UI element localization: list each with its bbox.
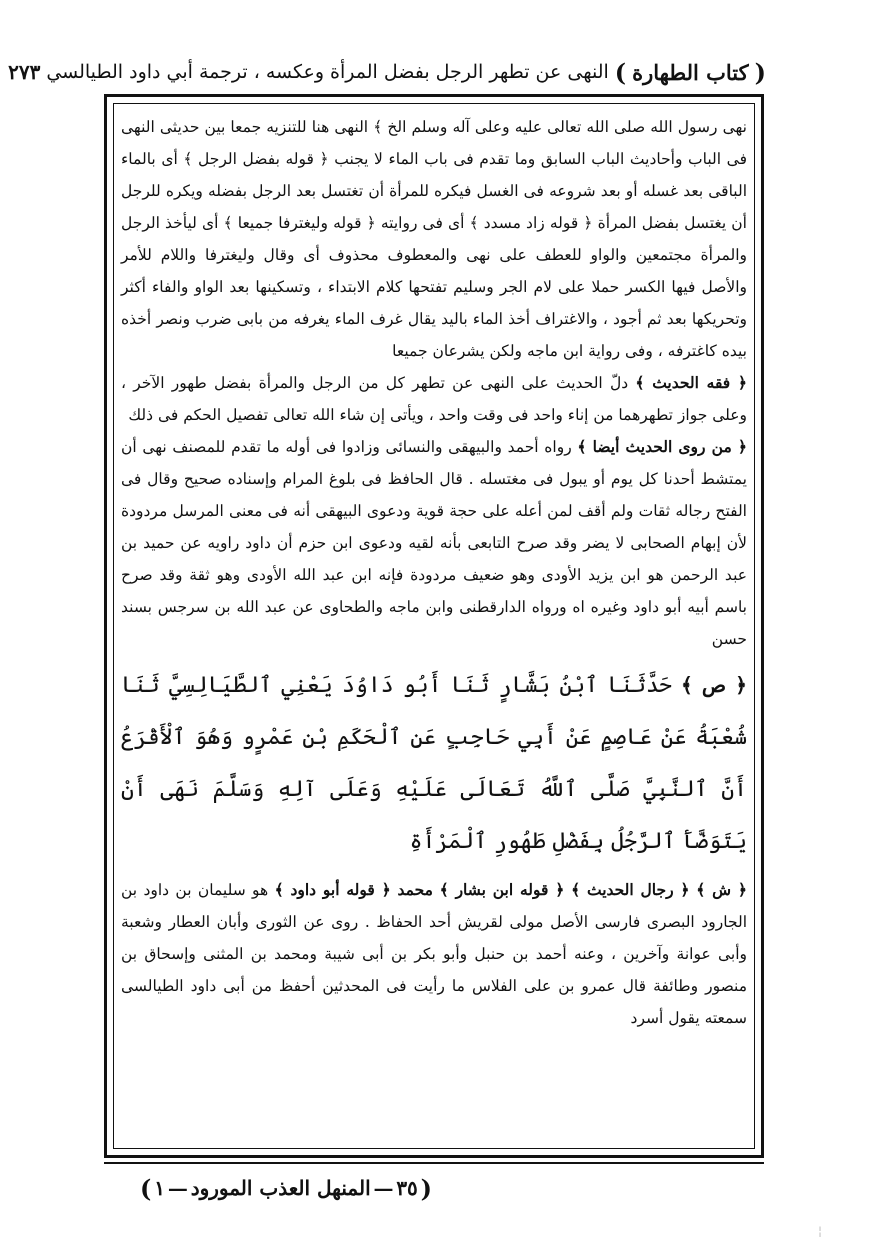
page-footer	[140, 1168, 432, 1208]
header-open-paren: (	[754, 57, 766, 87]
margin-scan-mark: ¦	[818, 1224, 823, 1238]
page-header	[8, 52, 766, 92]
paragraph-text: دلّ الحديث على النهى عن تطهر كل من الرجل والمرأة بفضل طهور الآخر ، وعلى جواز تطهرهما من إناء واحد فى وقت واحد ، ويأتى إن شاء الله تعالى تفصيل الحكم فى ذلك	[121, 374, 747, 424]
paragraph-1	[121, 111, 747, 367]
paragraph-lead: ﴿ فقه الحديث ﴾	[635, 373, 747, 392]
footer-volume: ١	[154, 1176, 165, 1200]
paragraph-narrators	[121, 431, 747, 655]
footer-open-paren: (	[420, 1173, 432, 1203]
commentary-text: هو سليمان بن داود بن الجارود البصرى فارسى الأصل مولى لقريش أحد الحفاظ . روى عن الثورى وأبان العطار وشعبة وأبى عوانة وآخرين ، وعنه أحمد بن حنبل وأبو بكر بن أبى شيبة ومحمد بن المثنى وإسحاق بن منصور وطائفة قال عمرو بن على الفلاس ما رأيت فى المحدثين أحفظ من أبى داود الطيالسى سمعته يقول أسرد	[121, 881, 747, 1027]
page-number: ٢٧٣	[8, 60, 41, 84]
paragraph-fiqh	[121, 367, 747, 431]
paragraph-text: نهى رسول الله صلى الله تعالى عليه وعلى آله وسلم الخ ﴾ النهى هنا للتنزيه جمعا بين حديثى النهى فى الباب وأحاديث الباب السابق وما تقدم فى باب الماء لا يجنب ﴿ قوله بفضل الرجل ﴾ أى بالماء الباقى بعد غسله أو بعد شروعه فى الغسل فيكره للمرأة أن تغتسل بعد الرجل بفضله ويكره للرجل أن يغتسل بفضل المرأة ﴿ قوله زاد مسدد ﴾ أى فى روايته ﴿ قوله وليغترفا جميعا ﴾ أى ليأخذ الرجل والمرأة مجتمعين والواو للعطف على نهى والمعطوف محذوف أى وقال وليغترفا واللام للأمر والأصل فيها الكسر حملا على لام الجر وسليم تفتحها كلام الابتداء ، وتسكينها بعد الواو والفاء أكثر وتحريكها بعد ثم أجود ، والاغتراف أخذ الماء باليد يقال غرف الماء يغرفه من بابى ضرب ونصر أخذه بيده كاغترفه ، وفى رواية ابن ماجه ولكن يشرعان جميعا	[121, 118, 747, 360]
footer-signature-number: ٣٥	[396, 1176, 418, 1200]
book-title: كتاب الطهارة	[632, 59, 749, 85]
footer-book-title: المنهل العذب المورود	[190, 1176, 371, 1200]
paragraph-text: رواه أحمد والبيهقى والنسائى وزادوا فى أوله ما تقدم للمصنف نهى أن يمتشط أحدنا كل يوم أو يبول فى مغتسله . قال الحافظ فى بلوغ المرام وإسناده صحيح وقال فى الفتح رجاله ثقات ولم أقف لمن أعله على حجة قوية ودعوى البيهقى أنه فى معنى المرسل مردودة لأن إبهام الصحابى لا يضر وقد صرح التابعى بأنه لقيه ودعوى ابن حزم أن داود راويه عن حميد بن عبد الرحمن هو ابن يزيد الأودى وهو ضعيف مردودة فإنه ابن عبد الله الأودى وهو ثقة وقد صرح باسم أبيه أبو داود وغيره اه ورواه الدارقطنى وابن ماجه والطحاوى عن عبد الله بن سرجس بسند حسن	[121, 438, 747, 648]
hadith-lead: ﴿ ص ﴾	[681, 673, 748, 697]
header-close-paren: )	[614, 57, 627, 87]
chapter-subtitle: النهى عن تطهر الرجل بفضل المرأة وعكسه ، ترجمة أبي داود الطيالسي	[46, 61, 609, 83]
footer-divider	[104, 1162, 764, 1164]
footer-dash: —	[373, 1176, 394, 1200]
footer-dash: —	[167, 1176, 188, 1200]
page-body	[121, 111, 747, 1034]
commentary-lead: ﴿ ش ﴾ ﴿ رجال الحديث ﴾ ﴿ قوله ابن بشار ﴾ محمد ﴿ قوله أبو داود ﴾	[274, 880, 747, 899]
commentary-block	[121, 874, 747, 1034]
hadith-text: حَدَّثَنَا ٱبْنُ بَشَّارٍ ثَنَا أَبُو دَاوُدَ يَعْنِي ٱلطَّيَالِسِيَّ ثَنَا شُعْبَةُ عَنْ عَاصِمٍ عَنْ أَبِي حَاجِبٍ عَنِ ٱلْحَكَمِ بْنِ عَمْرٍو وَهُوَ ٱلْأَقْرَعُ أَنَّ ٱلنَّبِيَّ صَلَّى ٱللَّهُ تَعَالَى عَلَيْهِ وَعَلَى آلِهِ وَسَلَّمَ نَهَى أَنْ يَتَوَضَّأَ ٱلرَّجُلُ بِفَضْلِ طَهُورِ ٱلْمَرْأَةِ	[121, 673, 747, 854]
hadith-text-block	[121, 659, 747, 868]
footer-close-paren: )	[140, 1173, 152, 1203]
paragraph-lead: ﴿ من روى الحديث أيضا ﴾	[577, 437, 747, 456]
